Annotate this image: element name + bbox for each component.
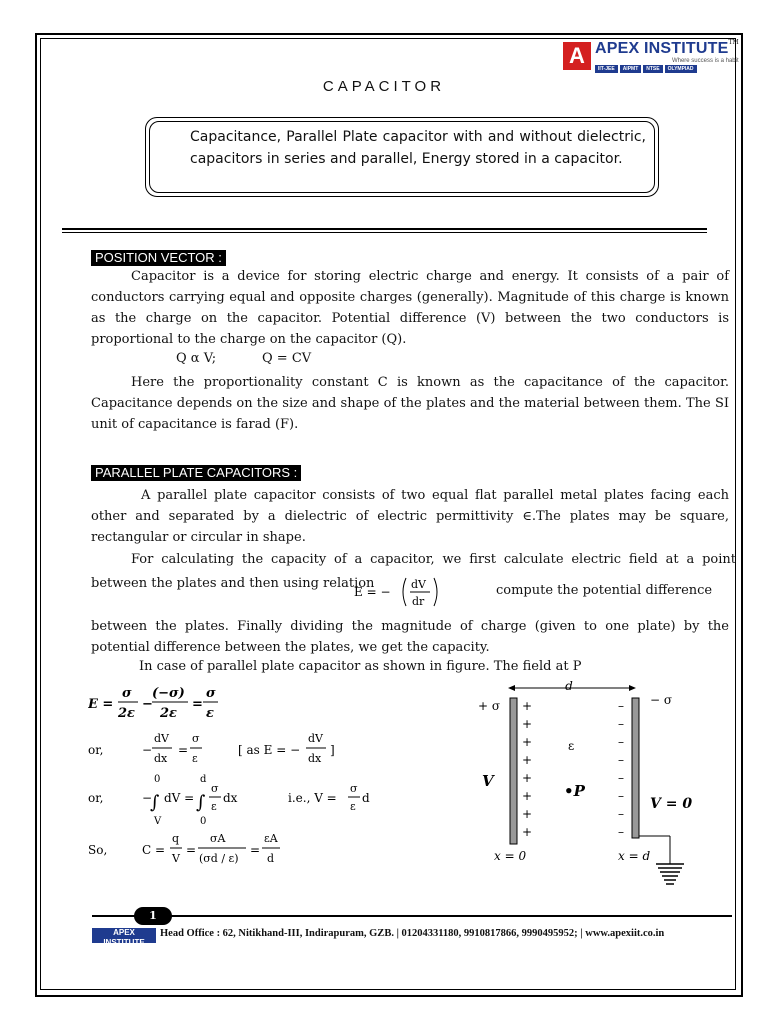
svg-text:dx: dx xyxy=(154,752,168,765)
svg-text:dV: dV xyxy=(154,732,169,745)
svg-text:–: – xyxy=(618,807,624,821)
section-heading-parallel-plate: PARALLEL PLATE CAPACITORS : xyxy=(91,465,301,481)
svg-text:dV: dV xyxy=(308,732,323,745)
eq-lhs: E = − xyxy=(354,585,391,599)
page-number: 1 xyxy=(134,907,172,925)
svg-text:2ε: 2ε xyxy=(160,706,177,721)
svg-text:ε: ε xyxy=(192,752,198,765)
positive-plate xyxy=(510,698,517,844)
paragraph: Capacitor is a device for storing electric charge and energy. It consists of a pair of conductors carrying equal and opposite charges (generally). Magnitude of this charge is known as the charge on the capacitor. Potential difference (V) between the two conductors is proportional to the charge on the capacitor (Q). xyxy=(91,269,729,347)
svg-text:σ: σ xyxy=(122,686,132,701)
integral-sign: ∫ xyxy=(150,792,160,813)
svg-text:ε: ε xyxy=(350,800,356,813)
svg-text:+: + xyxy=(522,825,533,839)
svg-text:–: – xyxy=(618,699,624,713)
svg-text:+: + xyxy=(522,699,533,713)
svg-text:0: 0 xyxy=(154,774,161,785)
svg-text:–: – xyxy=(618,753,624,767)
svg-text:=: = xyxy=(250,843,261,857)
svg-text:ε: ε xyxy=(206,706,214,721)
svg-text:+: + xyxy=(522,735,533,749)
divider xyxy=(62,232,707,233)
svg-text:or,: or, xyxy=(88,743,104,757)
v-label: V xyxy=(482,772,494,790)
divider xyxy=(62,228,707,230)
svg-text:=: = xyxy=(192,697,203,712)
xd-label: x = d xyxy=(618,849,651,863)
svg-text:–: – xyxy=(618,717,624,731)
section-heading-position-vector: POSITION VECTOR : xyxy=(91,250,226,266)
integral-sign: ∫ xyxy=(196,792,206,813)
svg-text:+: + xyxy=(522,717,533,731)
svg-text:+: + xyxy=(522,789,533,803)
plus-charges xyxy=(522,699,532,839)
paragraph: In case of parallel plate capacitor as shown in figure. The field at P xyxy=(139,659,582,674)
apex-logo: A APEX INSTITUTE™ Where success is a habit IIT-JEE AIPMT NTSE OLYMPIAD xyxy=(563,42,739,70)
svg-text:–: – xyxy=(618,825,624,839)
equations-block xyxy=(88,682,468,882)
topics-box xyxy=(145,117,659,197)
svg-text:i.e., V =: i.e., V = xyxy=(288,791,337,805)
minus-sigma-label: − σ xyxy=(650,693,673,707)
svg-text:dx: dx xyxy=(308,752,322,765)
svg-text:2ε: 2ε xyxy=(118,706,135,721)
plus-sigma-label: + σ xyxy=(478,699,501,713)
svg-text:0: 0 xyxy=(200,816,207,827)
svg-text:dx: dx xyxy=(223,791,238,805)
svg-text:or,: or, xyxy=(88,791,104,805)
paragraph: For calculating the capacity of a capacitor, we first calculate electric field at a point between the plates and then using relation xyxy=(91,552,736,591)
svg-text:−: − xyxy=(142,791,153,805)
ground-icon xyxy=(656,864,684,884)
svg-text:+: + xyxy=(522,807,533,821)
svg-text:[ as E = −: [ as E = − xyxy=(238,743,301,757)
paragraph: Here the proportionality constant C is known as the capacitance of the capacitor. Capacitance depends on the size and shape of the plates and the material between them. The SI unit of capacitance is farad (F). xyxy=(91,375,729,432)
negative-plate xyxy=(632,698,639,838)
capacitor-figure xyxy=(470,678,720,893)
footer-rule xyxy=(92,915,732,917)
svg-text:σ: σ xyxy=(211,782,219,795)
relation: Q α V; xyxy=(176,351,217,366)
eq-num: dV xyxy=(411,578,426,591)
equation-integral xyxy=(88,774,370,827)
eq-den: dr xyxy=(412,595,425,608)
svg-text:V: V xyxy=(172,852,180,865)
svg-text:σ: σ xyxy=(206,686,216,701)
svg-text:V: V xyxy=(154,816,162,827)
x0-label: x = 0 xyxy=(494,849,527,863)
svg-text:=: = xyxy=(178,743,189,757)
svg-text:–: – xyxy=(618,789,624,803)
svg-text:εA: εA xyxy=(264,832,278,845)
svg-text:d: d xyxy=(362,791,370,805)
topics-text: Capacitance, Parallel Plate capacitor with and without dielectric, capacitors in series and parallel, Energy stored in a capacitor. xyxy=(190,129,646,167)
svg-text:(−σ): (−σ) xyxy=(152,686,185,701)
svg-text:σ: σ xyxy=(192,732,200,745)
svg-text:−: − xyxy=(142,743,153,757)
paragraph: A parallel plate capacitor consists of two equal flat parallel metal plates facing each other and separated by a dielectric of electric permittivity ∈.The plates may be square, rectangular or circular in shape. xyxy=(91,488,729,545)
equation-capacitance xyxy=(88,832,280,865)
equation-field xyxy=(88,686,218,721)
eq1-lhs: E = xyxy=(88,697,114,712)
svg-text:ε: ε xyxy=(211,800,217,813)
equation-potential-gradient xyxy=(88,732,335,765)
svg-text:=: = xyxy=(186,843,197,857)
point-p-label: •P xyxy=(564,782,585,800)
footer-logo: APEX INSTITUTE xyxy=(92,928,156,943)
svg-text:d: d xyxy=(267,852,275,865)
svg-text:–: – xyxy=(618,735,624,749)
logo-tagline: Where success is a habit xyxy=(671,57,739,64)
page-title: CAPACITOR xyxy=(322,78,446,95)
logo-name: APEX INSTITUTE xyxy=(595,39,729,57)
relation: Q = CV xyxy=(262,351,312,366)
svg-text:q: q xyxy=(172,832,180,845)
logo-mark: A xyxy=(563,42,591,70)
svg-text:σA: σA xyxy=(210,832,226,845)
v-zero-label: V = 0 xyxy=(650,796,693,812)
paragraph-continuation: compute the potential difference xyxy=(496,583,713,598)
svg-text:σ: σ xyxy=(350,782,358,795)
epsilon-label: ε xyxy=(568,739,575,753)
paragraph: between the plates. Finally dividing the magnitude of charge (given to one plate) by the potential difference between the plates, we get the capacity. xyxy=(91,619,729,655)
footer-address: Head Office : 62, Nitikhand-III, Indirapuram, GZB. | 01204331180, 9910817866, 9990495952; | www.apexiit.co.in xyxy=(160,928,665,939)
svg-text:+: + xyxy=(522,753,533,767)
svg-text:C =: C = xyxy=(142,843,166,857)
svg-text:−: − xyxy=(142,697,153,712)
svg-text:d: d xyxy=(200,774,207,785)
svg-text:dV =: dV = xyxy=(164,791,195,805)
logo-exams: IIT-JEE AIPMT NTSE OLYMPIAD xyxy=(595,65,739,73)
d-label: d xyxy=(565,679,573,693)
svg-text:(σd / ε): (σd / ε) xyxy=(199,852,239,865)
minus-charges xyxy=(618,699,624,839)
inline-equation-svg xyxy=(354,572,489,612)
svg-text:]: ] xyxy=(330,743,335,757)
svg-text:So,: So, xyxy=(88,843,108,857)
svg-text:–: – xyxy=(618,771,624,785)
svg-text:+: + xyxy=(522,771,533,785)
inline-equation xyxy=(354,572,489,612)
